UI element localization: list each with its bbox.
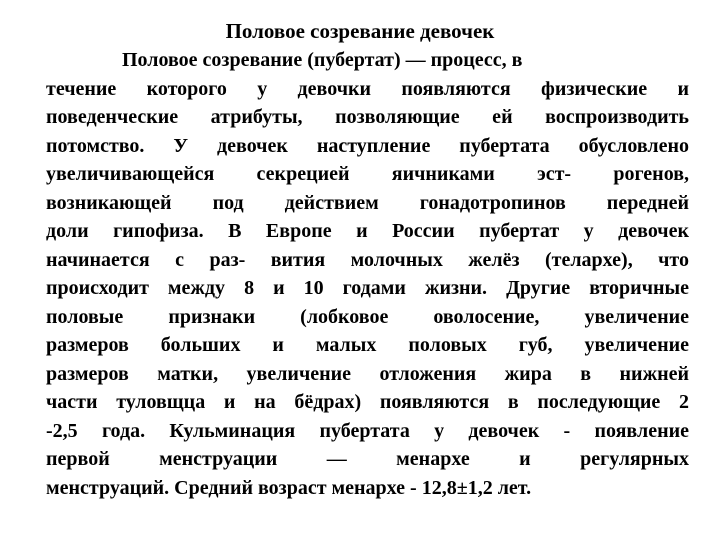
text-line: начинается с раз- вития молочных желёз (телархе), что <box>46 248 689 271</box>
text-line: увеличивающейся секрецией яичниками эст- рогенов, <box>46 163 689 185</box>
text-line: части туловщца и на бёдрах) появляются в последующие 2 <box>46 391 689 413</box>
text-line: размеров больших и малых половых губ, увеличение <box>46 334 689 356</box>
page-title: Половое созревание девочек <box>225 19 495 43</box>
text-line: Половое созревание (пубертат) — процесс, в <box>122 49 523 71</box>
text-line: возникающей под действием гонадотропинов передней <box>46 191 689 214</box>
text-line: потомство. У девочек наступление пубертата обусловлено <box>46 134 689 157</box>
text-line: течение которого у девочки появляются физические и <box>46 77 689 100</box>
text-line: доли гипофиза. В Европе и России пубертат у девочек <box>46 220 689 242</box>
body-text <box>46 46 689 502</box>
text-line: менструаций. Средний возраст менархе - 12,8±1,2 лет. <box>46 476 532 499</box>
text-line: первой менструации — менархе и регулярных <box>46 448 689 470</box>
text-line: происходит между 8 и 10 годами жизни. Другие вторичные <box>46 277 689 299</box>
text-line: размеров матки, увеличение отложения жира в нижней <box>46 362 689 385</box>
text-line: половые признаки (лобковое оволосение, увеличение <box>46 305 689 328</box>
text-line: -2,5 года. Кульминация пубертата у девочек - появление <box>46 419 689 442</box>
text-line: поведенческие атрибуты, позволяющие ей воспроизводить <box>46 106 689 128</box>
